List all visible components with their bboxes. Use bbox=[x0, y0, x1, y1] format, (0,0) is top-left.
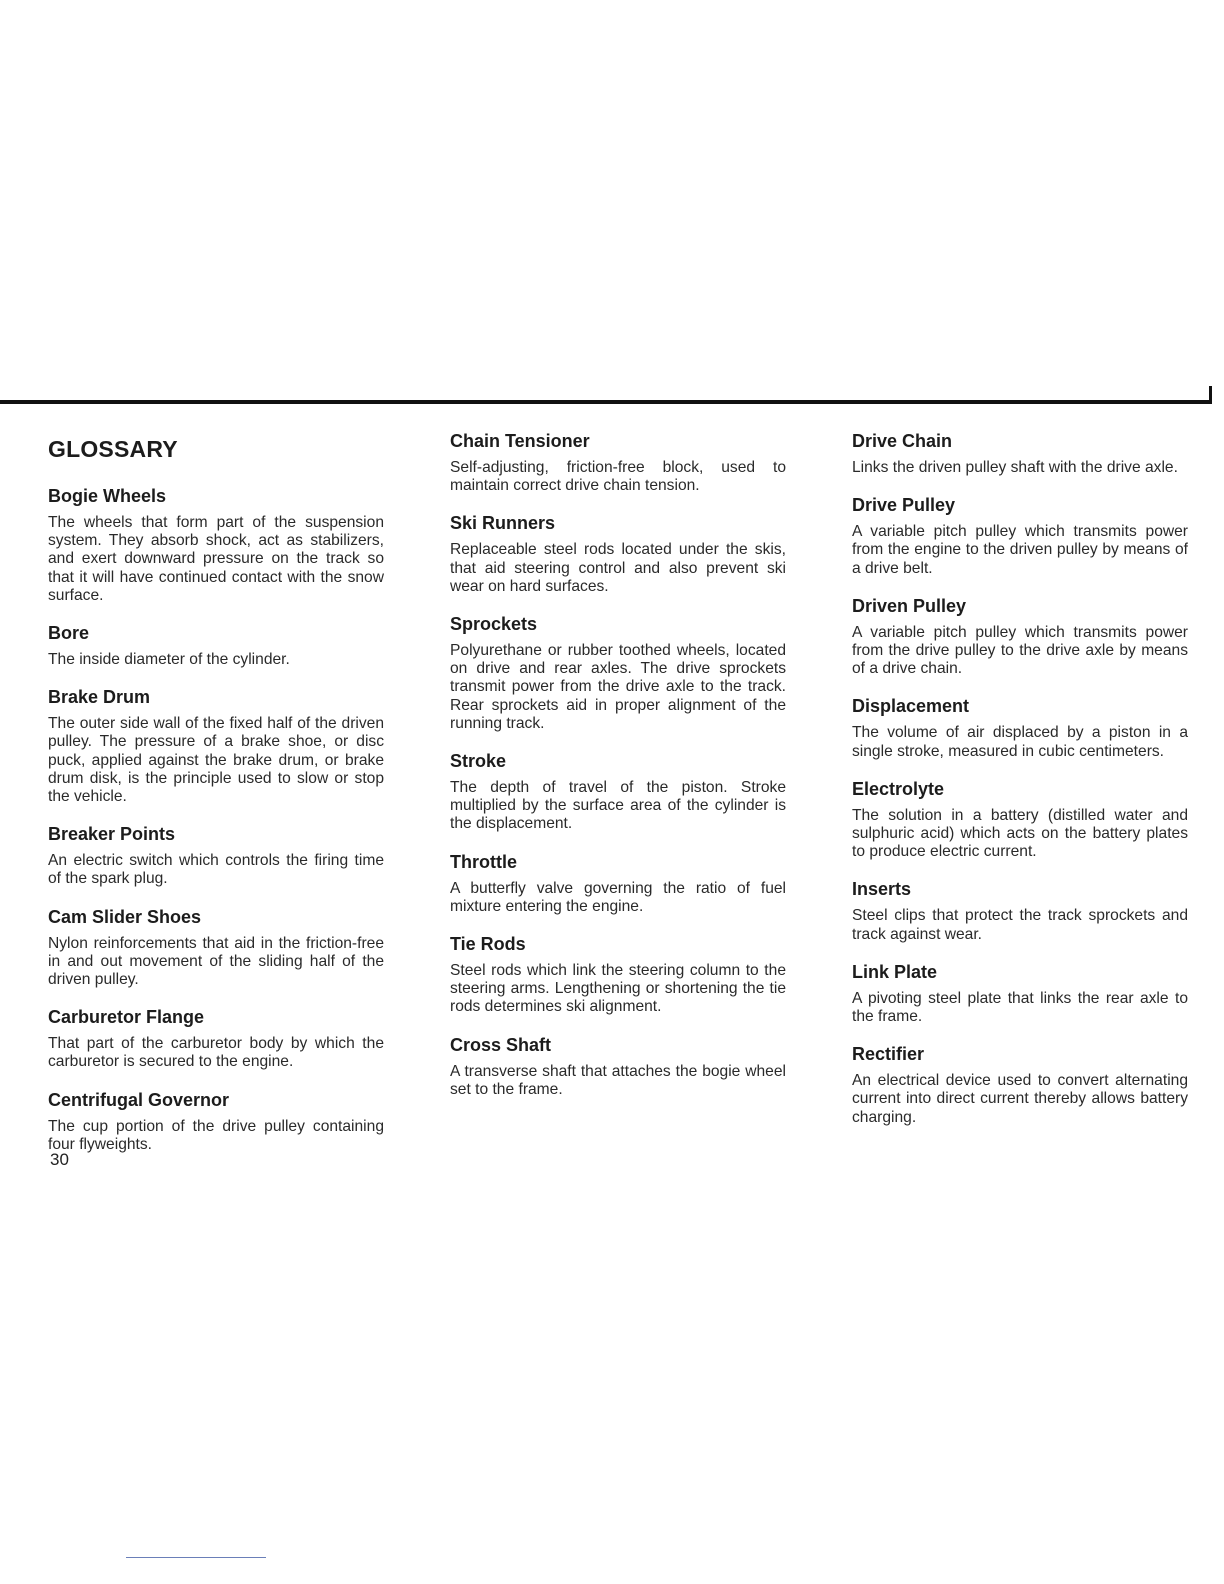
glossary-definition: The wheels that form part of the suspension system. They absorb shock, act as stabilizers, and exert downward pressure on the track so that it will have continued contact with the snow surface. bbox=[48, 514, 384, 604]
glossary-entry bbox=[852, 695, 1188, 760]
glossary-term: Brake Drum bbox=[48, 687, 151, 708]
glossary-entry bbox=[852, 430, 1188, 477]
glossary-definition: A pivoting steel plate that links the rear axle to the frame. bbox=[852, 989, 1188, 1026]
glossary-term: Ski Runners bbox=[450, 513, 556, 534]
glossary-entry bbox=[48, 823, 384, 888]
glossary-entry bbox=[852, 494, 1188, 578]
glossary-term: Cross Shaft bbox=[450, 1034, 552, 1055]
glossary-term: Drive Pulley bbox=[852, 495, 956, 516]
glossary-definition: A transverse shaft that attaches the bogie wheel set to the frame. bbox=[450, 1062, 786, 1098]
glossary-term: Inserts bbox=[852, 879, 912, 900]
glossary-definition: Links the driven pulley shaft with the drive axle. bbox=[852, 459, 1178, 476]
glossary-entry bbox=[48, 1006, 384, 1071]
page-title: GLOSSARY bbox=[48, 436, 178, 462]
glossary-entry bbox=[450, 851, 786, 916]
glossary-entry bbox=[450, 613, 786, 733]
glossary-entry bbox=[48, 906, 384, 990]
glossary-definition: A variable pitch pulley which transmits power from the drive pulley to the drive axle by means of a drive chain. bbox=[852, 623, 1188, 678]
glossary-definition: Steel rods which link the steering column to the steering arms. Lengthening or shortening the tie rods determines ski alignment. bbox=[450, 962, 786, 1016]
glossary-entry bbox=[852, 878, 1188, 943]
glossary-term: Chain Tensioner bbox=[450, 431, 590, 451]
glossary-entry bbox=[852, 1043, 1188, 1127]
glossary-term: Bore bbox=[48, 623, 90, 644]
glossary-definition: Replaceable steel rods located under the skis, that aid steering control and also prevent ski wear on hard surfaces. bbox=[450, 541, 786, 595]
glossary-definition: The outer side wall of the fixed half of the driven pulley. The pressure of a brake shoe, or disc puck, applied against the brake drum, or brake drum disk, is the principle used to slow or stop the vehicle. bbox=[48, 715, 384, 806]
glossary-term: Throttle bbox=[450, 851, 517, 872]
glossary-definition: Nylon reinforcements that aid in the friction-free in and out movement of the sliding half of the driven pulley. bbox=[48, 934, 384, 989]
glossary-entry bbox=[450, 750, 786, 834]
glossary-term: Driven Pulley bbox=[852, 595, 967, 616]
glossary-term: Bogie Wheels bbox=[48, 486, 167, 506]
column-2 bbox=[450, 430, 786, 1116]
glossary-definition: The cup portion of the drive pulley containing four flyweights. bbox=[48, 1117, 384, 1153]
glossary-entry bbox=[48, 485, 384, 605]
header-rule-tick bbox=[1209, 386, 1212, 404]
glossary-entry bbox=[852, 961, 1188, 1026]
glossary-entry bbox=[450, 512, 786, 596]
glossary-term: Stroke bbox=[450, 751, 507, 772]
glossary-term: Tie Rods bbox=[450, 934, 526, 955]
glossary-definition: Steel clips that protect the track sprockets and track against wear. bbox=[852, 907, 1188, 943]
glossary-entry bbox=[48, 622, 384, 669]
glossary-term: Displacement bbox=[852, 696, 970, 717]
column-1 bbox=[48, 430, 384, 1171]
glossary-definition: Self-adjusting, friction-free block, used to maintain correct drive chain tension. bbox=[450, 459, 786, 495]
header-rule bbox=[0, 400, 1212, 404]
glossary-definition: The depth of travel of the piston. Stroke multiplied by the surface area of the cylinder is the displacement. bbox=[450, 779, 786, 833]
glossary-term: Breaker Points bbox=[48, 824, 176, 845]
glossary-definition: An electric switch which controls the firing time of the spark plug. bbox=[48, 852, 384, 888]
glossary-entry bbox=[450, 1034, 786, 1099]
glossary-definition: The volume of air displaced by a piston in a single stroke, measured in cubic centimeters. bbox=[852, 724, 1188, 760]
glossary-definition: A butterfly valve governing the ratio of fuel mixture entering the engine. bbox=[450, 879, 786, 915]
glossary-definition: Polyurethane or rubber toothed wheels, located on drive and rear axles. The drive sprockets transmit power from the drive axle to the track. Rear sprockets aid in proper alignment of the running track. bbox=[450, 642, 786, 732]
glossary-entry bbox=[450, 933, 786, 1017]
glossary-definition: An electrical device used to convert alternating current into direct current thereby allows battery charging. bbox=[852, 1072, 1188, 1126]
glossary-term: Carburetor Flange bbox=[48, 1007, 205, 1028]
glossary-term: Link Plate bbox=[852, 961, 938, 982]
glossary-definition: The solution in a battery (distilled water and sulphuric acid) which acts on the battery plates to produce electric current. bbox=[852, 806, 1188, 861]
glossary-term: Rectifier bbox=[852, 1044, 925, 1065]
column-3 bbox=[852, 430, 1188, 1144]
glossary-definition: A variable pitch pulley which transmits power from the engine to the driven pulley by means of a drive belt. bbox=[852, 523, 1188, 577]
glossary-definition: That part of the carburetor body by which the carburetor is secured to the engine. bbox=[48, 1035, 384, 1071]
glossary-entry bbox=[852, 778, 1188, 862]
glossary-term: Cam Slider Shoes bbox=[48, 906, 202, 927]
footer-line bbox=[126, 1557, 266, 1558]
glossary-entry bbox=[48, 1089, 384, 1154]
glossary-entry bbox=[852, 595, 1188, 679]
glossary-term: Centrifugal Governor bbox=[48, 1089, 230, 1110]
glossary-definition: The inside diameter of the cylinder. bbox=[48, 651, 290, 669]
page-number: 30 bbox=[50, 1150, 69, 1169]
glossary-entry bbox=[48, 686, 384, 806]
glossary-term: Drive Chain bbox=[852, 431, 953, 451]
glossary-term: Sprockets bbox=[450, 614, 538, 635]
glossary-entry bbox=[450, 430, 786, 495]
glossary-term: Electrolyte bbox=[852, 778, 945, 799]
